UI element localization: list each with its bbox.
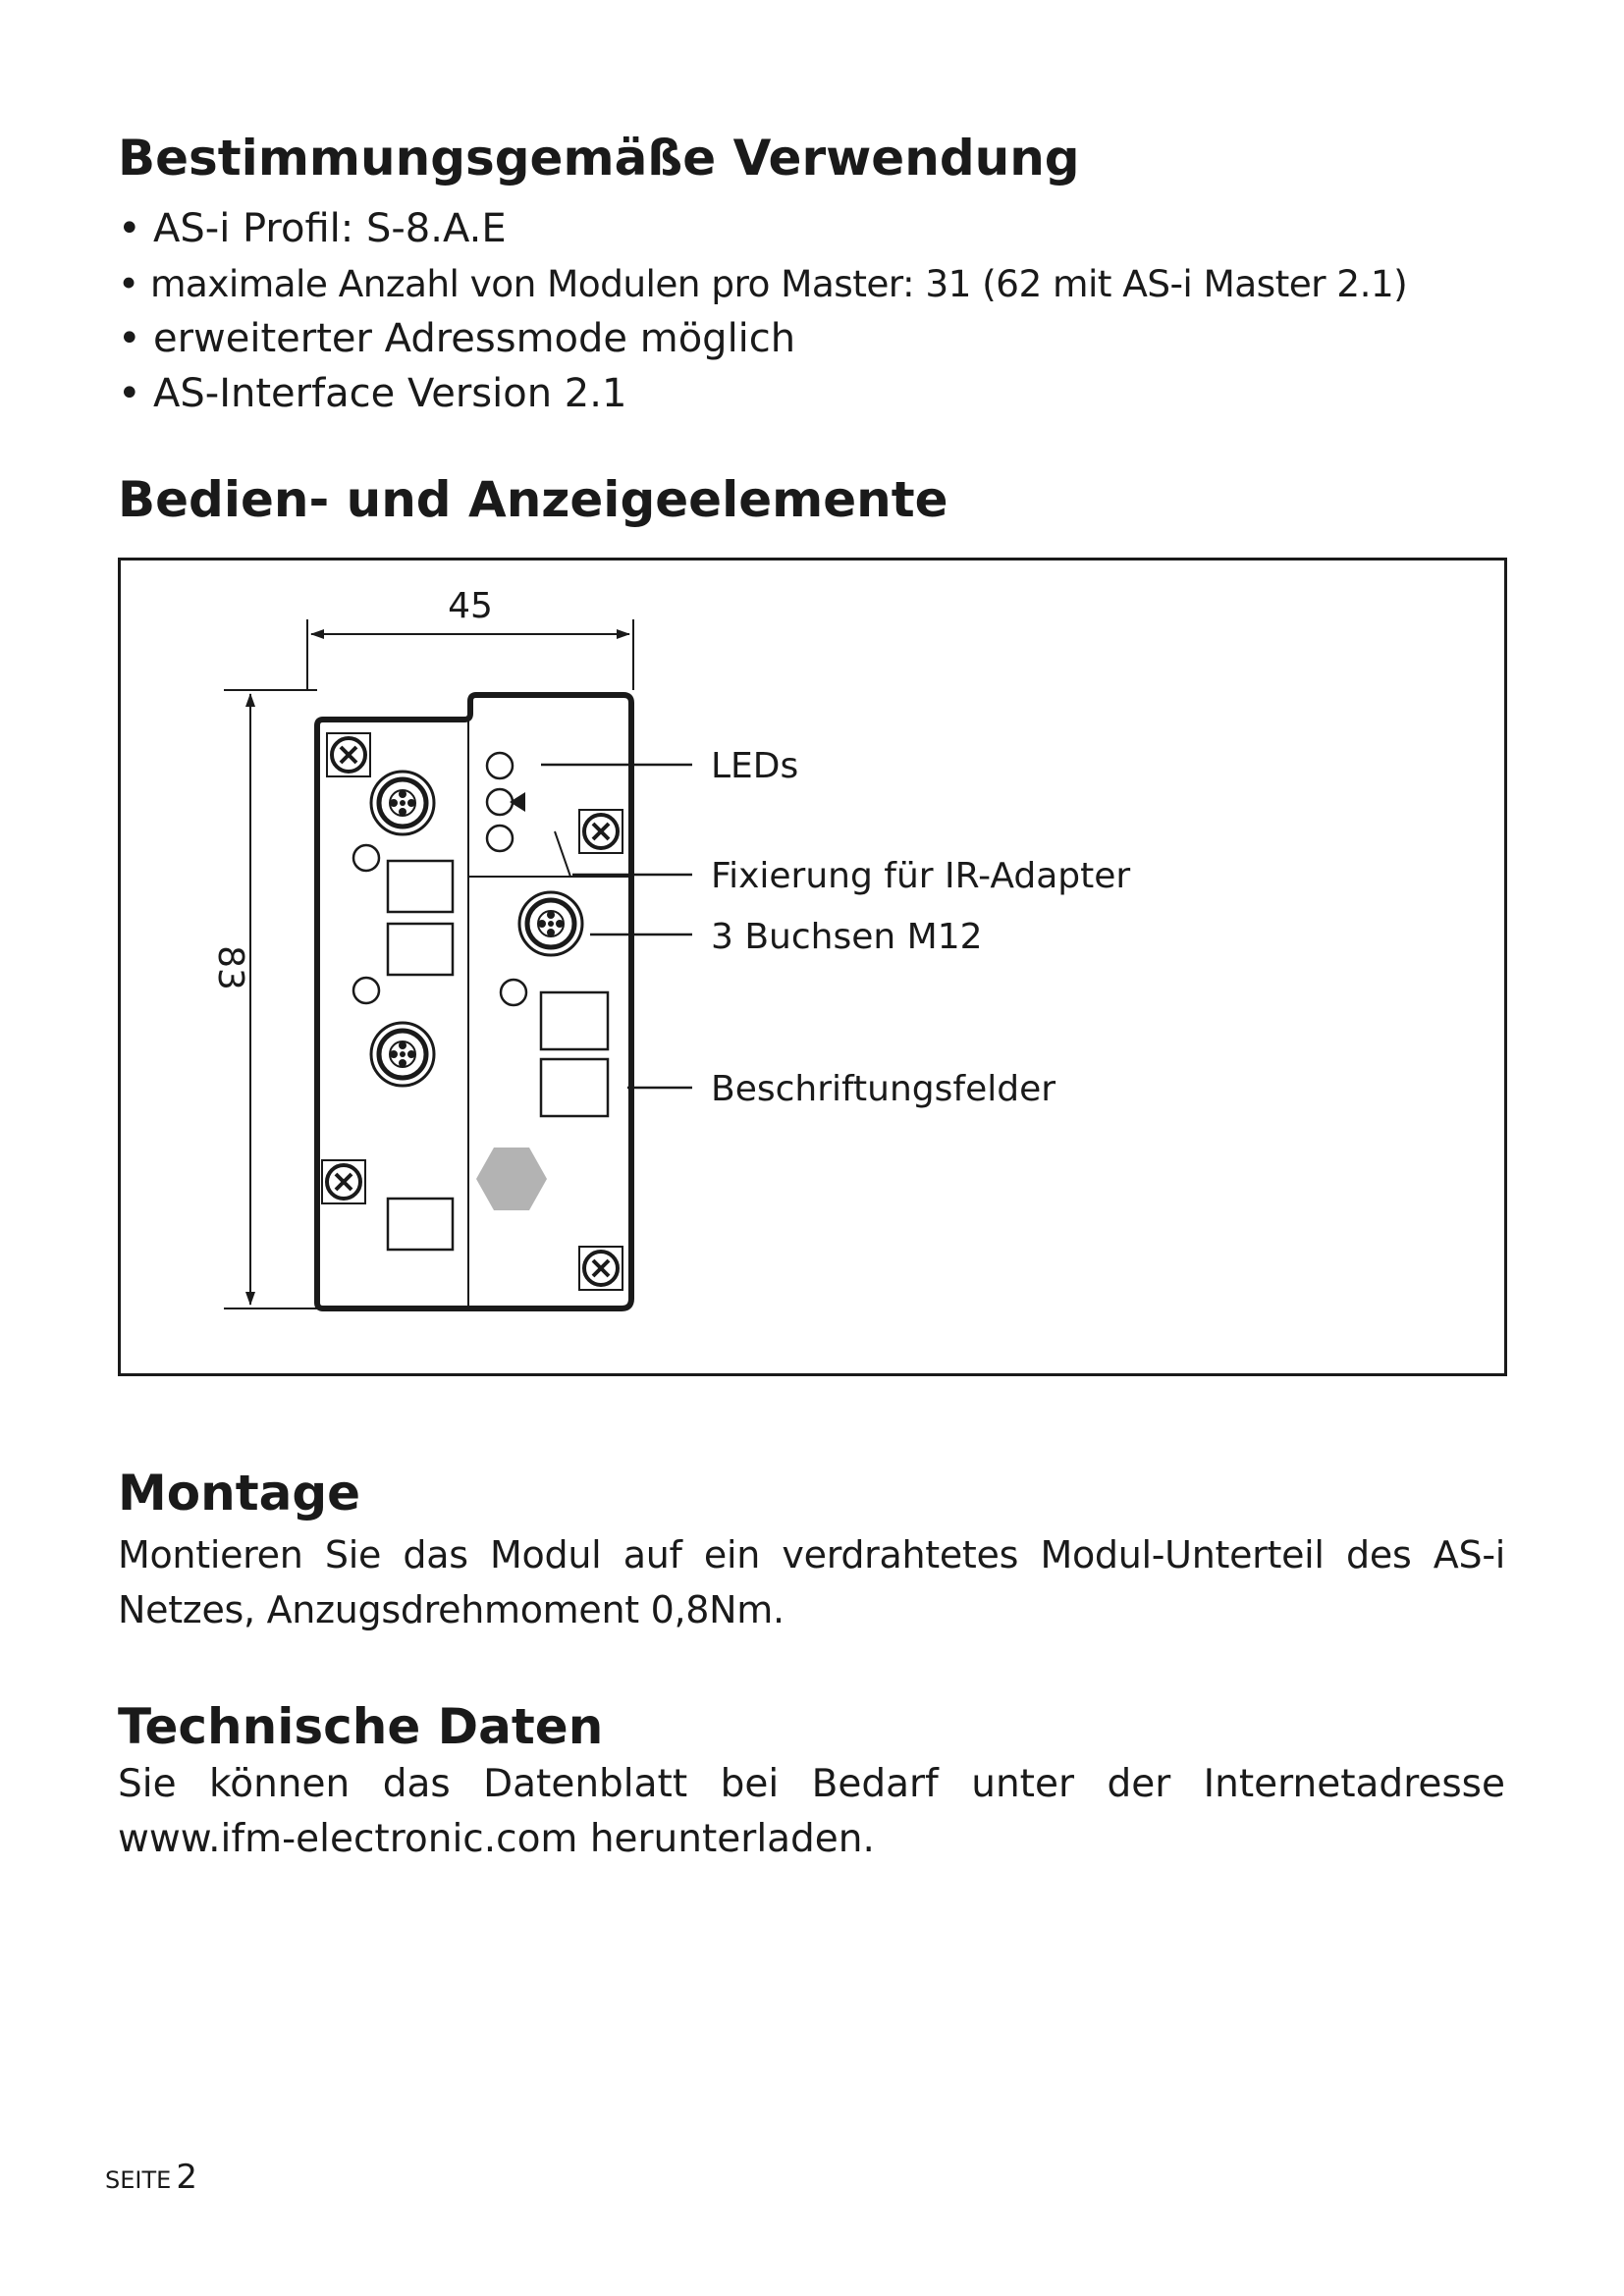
m12-socket-icon [371,772,434,834]
list-item: • AS-i Profil: S-8.A.E [118,201,1407,256]
technical-data-text: Sie können das Datenblatt bei Bedarf unter der Internetadresse www.ifm-electronic.com herunterladen. [118,1762,1505,1861]
bullet-icon: • [118,316,141,361]
callout-label-sockets: 3 Buchsen M12 [711,917,983,957]
module-housing [317,695,631,1308]
led-icon [487,789,513,815]
label-field [388,924,453,975]
page-footer [105,2158,197,2197]
dimension-height [210,690,317,1308]
heading-mounting: Montage [118,1465,361,1522]
led-icon [501,980,526,1005]
m12-socket-icon [519,892,582,955]
label-field [541,992,608,1049]
label-field [388,861,453,912]
heading-intended-use: Bestimmungsgemäße Verwendung [118,130,1080,187]
led-icon [353,978,379,1003]
label-field [388,1199,453,1250]
screw-icon [579,810,623,853]
led-icon [353,845,379,871]
bullet-icon: • [118,262,139,305]
hexagon-icon [476,1148,547,1210]
page-number: 2 [176,2158,198,2197]
m12-socket-icon [371,1023,434,1086]
list-item: • AS-Interface Version 2.1 [118,366,1407,421]
callout-label-label-fields: Beschriftungsfelder [711,1069,1056,1109]
led-icon [487,753,513,778]
bullet-icon: • [118,371,141,416]
footer-page-label: SEITE [105,2166,172,2194]
led-icon [487,826,513,851]
heading-controls-indicators: Bedien- und Anzeigeelemente [118,471,948,528]
module-drawing [121,561,1510,1379]
list-item: • maximale Anzahl von Modulen pro Master: 31 (62 mit AS-i Master 2.1) [118,256,1407,311]
bullet-icon: • [118,206,141,251]
callout-label-leds: LEDs [711,746,799,786]
screw-icon [579,1247,623,1290]
module-diagram [118,558,1507,1376]
screw-icon [327,733,370,776]
dimension-width [307,586,633,690]
callout-label-ir-fixing: Fixierung für IR-Adapter [711,856,1131,896]
heading-technical-data: Technische Daten [118,1698,604,1755]
dimension-width-label: 45 [448,586,493,626]
dimension-height-label: 83 [210,945,250,990]
intended-use-list [118,201,1407,421]
screw-icon [322,1160,365,1203]
mounting-text: Montieren Sie das Modul auf ein verdrahtetes Modul-Unterteil des AS-i Netzes, Anzugsdrehmoment 0,8Nm. [118,1533,1505,1631]
list-item: • erweiterter Adressmode möglich [118,311,1407,366]
label-field [541,1059,608,1116]
